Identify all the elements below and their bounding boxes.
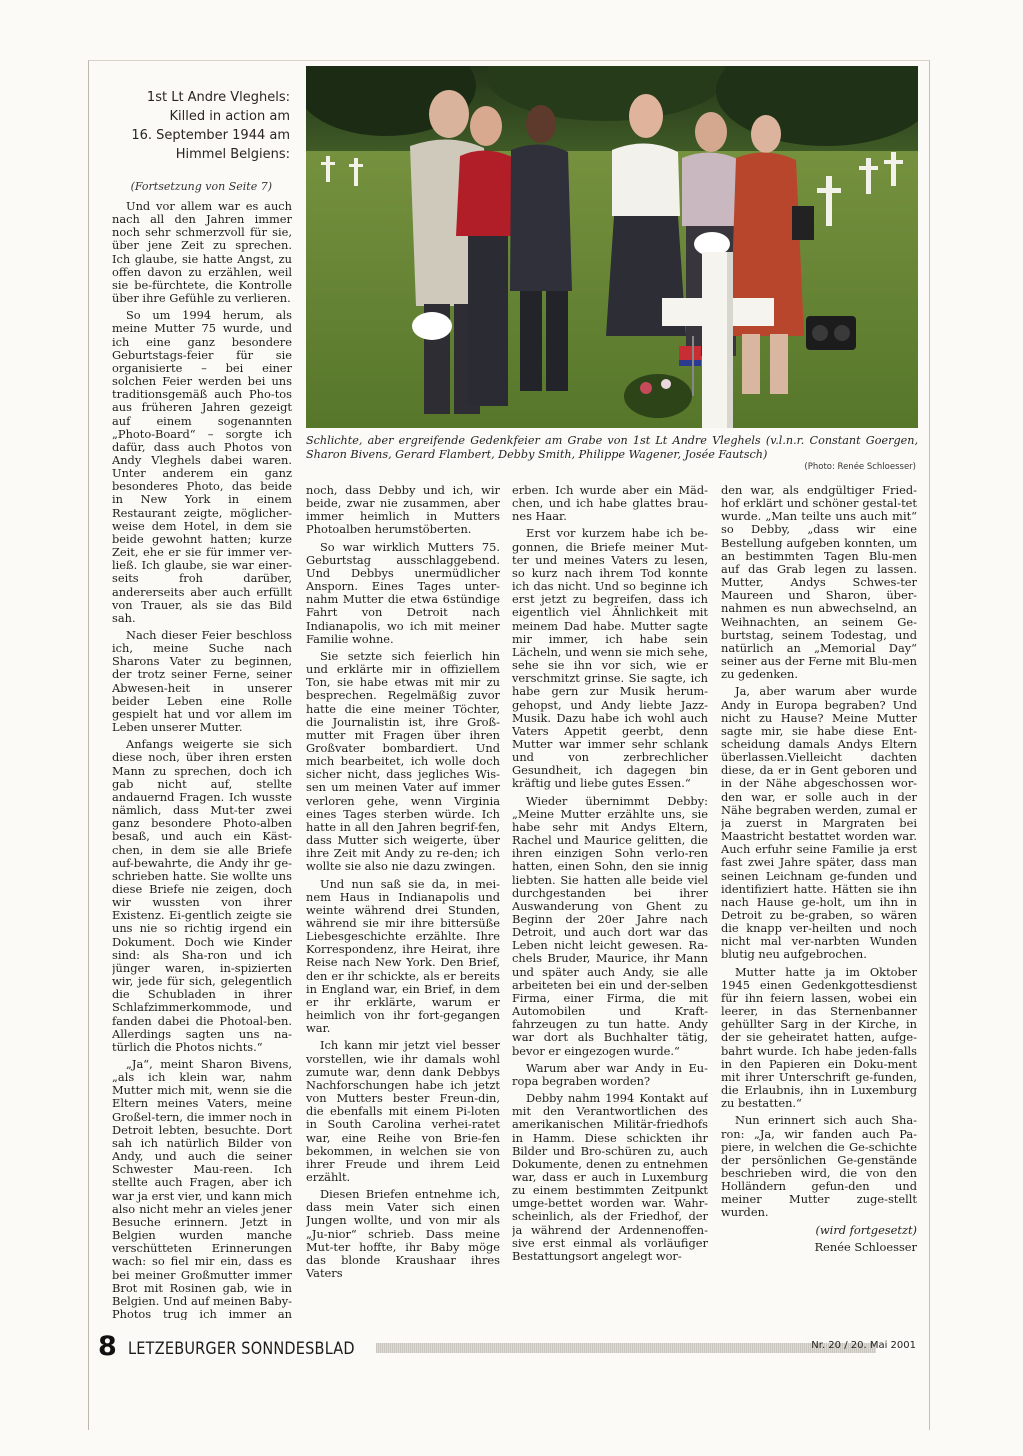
article-column-1 bbox=[112, 200, 292, 1320]
paragraph: Nun erinnert sich auch Sha-ron: „Ja, wir fanden auch Pa-piere, in welchen die Ge-schichte der persönlichen Ge-genstände beschrieben wird, die von den Holländern gefun-den und meiner Mutter zuge-stellt wurden. bbox=[721, 1113, 917, 1220]
headline bbox=[96, 88, 290, 164]
paragraph: Nach dieser Feier beschloss ich, meine Suche nach Sharons Vater zu beginnen, der trotz seiner Ferne, seiner Abwesen-heit in unserer beider Leben eine Rolle gespielt hat und vor allem im Leben unserer Mutter. bbox=[112, 628, 292, 735]
paragraph: Mutter hatte ja im Oktober 1945 einen Gedenkgottesdienst für ihn feiern lassen, wobei ein leerer, in das Sternenbanner gehüllter Sarg in der Kirche, in der sie geheiratet hatten, aufge-bahrt wurde. Ich habe jeden-falls in den Papieren ein Doku-ment mit ihrer Unterschrift ge-funden, die Erlaubnis, ihn in Luxemburg zu bestatten.“ bbox=[721, 964, 917, 1111]
publication-name: LETZEBURGER SONNDESBLAD bbox=[128, 1340, 355, 1359]
paragraph: den war, als endgültiger Fried-hof erklärt und schöner gestal-tet wurde. „Man teilte uns auch mit“ so Debby, „dass wir eine Bestellung aufgeben konnten, um an bestimmten Tagen Blu-men auf das Grab legen zu lassen. Mutter, Andys Schwes-ter Maureen und Sharon, über-nahmen es nun abwechselnd, an Weihnachten, an seinem Ge-burtstag, seinem Todestag, und natürlich an „Memorial Day“ seiner aus der Ferne mit Blu-men zu gedenken. bbox=[721, 484, 917, 682]
page-number: 8 bbox=[98, 1331, 117, 1362]
issue-info: Nr. 20 / 20. Mai 2001 bbox=[811, 1340, 916, 1351]
article-column-2 bbox=[306, 484, 500, 1319]
paragraph: erben. Ich wurde aber ein Mäd-chen, und ich habe glattes brau-nes Haar. bbox=[512, 484, 708, 524]
paragraph: Ich kann mir jetzt viel besser vorstellen, wie ihr damals wohl zumute war, denn dank Debbys Nachforschungen habe ich jetzt von Mutters bester Freun-din, die ebenfalls mit einem Pi-loten in South Carolina verhei-ratet war, eine Reihe von Brie-fen bekommen, in welchen sie von ihrer Freude und ihrem Leid erzählt. bbox=[306, 1038, 500, 1184]
to-be-continued: (wird fortgesetzt) bbox=[815, 1222, 917, 1237]
paragraph: Erst vor kurzem habe ich be-gonnen, die Briefe meiner Mut-ter und meines Vaters zu lesen, so kurz nach ihrem Tod konnte ich das nicht. Und so beginne ich erst jetzt zu begreifen, dass ich eigentlich viel Ähnlichkeit mit meinem Dad habe. Mutter sagte mir immer, ich habe sein Lächeln, und wenn sie mich sehe, sehe sie ihn vor sich, wie er verschmitzt grinse. Sie sagte, ich habe gern zur Musik herum-gehopst, und Andy liebte Jazz-Musik. Dazu habe ich wohl auch Vaters Appetit geerbt, denn Mutter war immer sehr schlank und von zerbrechlicher Gesundheit, ich dagegen bin kräftig und liebe gutes Essen.“ bbox=[512, 526, 708, 791]
headline-line: Himmel Belgiens: bbox=[175, 147, 290, 162]
paragraph: „Ja“, meint Sharon Bivens, „als ich klein war, nahm Mutter mich mit, wenn sie die Eltern meines Vaters, meine Großel-tern, die immer noch in Detroit lebten, besuchte. Dort sah ich natürlich Bilder von Andy, und auch die seiner Schwester Mau-reen. Ich stellte auch Fragen, aber ich war ja erst vier, und kann mich also nicht mehr an vieles jener Besuche erinnern. Jetzt in Belgien wurden manche verschütteten Erinnerungen wach: so fiel mir ein, dass es bei meiner Großmutter immer Brot mit Rosinen gab, wie in Belgien. Und auf meinen Baby-Photos trug ich immer an bbox=[112, 1057, 292, 1320]
paragraph: Anfangs weigerte sie sich diese noch, über ihren ersten Mann zu sprechen, doch ich gab nicht auf, stellte andauernd Fragen. Ich wusste nämlich, dass Mut-ter zwei ganz besondere Photo-alben besaß, und auch ein Käst-chen, in dem sie alle Briefe auf-bewahrte, die Andy ihr ge-schrieben hatte. Sie wollte uns diese Briefe nie zeigen, doch wir wussten von ihrer Existenz. Ei-gentlich zeigte sie uns nie so richtig irgend ein Dokument. Doch wie Kinder sind: als Sha-ron und ich jünger waren, in-spizierten wir, jede für sich, gelegentlich die Schubladen in ihrer Schlafzimmerkommode, und fanden dabei die Photoal-ben. Allerdings sagten uns na-türlich die Photos nichts.“ bbox=[112, 737, 292, 1054]
continued-note: (Fortsetzung von Seite 7) bbox=[130, 180, 272, 193]
page-footer bbox=[98, 1332, 918, 1362]
memorial-photo bbox=[306, 66, 918, 428]
photo-credit: (Photo: Renée Schloesser) bbox=[804, 462, 916, 472]
paragraph: Warum aber war Andy in Eu-ropa begraben worden? bbox=[512, 1060, 708, 1088]
paragraph: Diesen Briefen entnehme ich, dass mein Vater sich einen Jungen wollte, und von mir als „Ju-nior“ schrieb. Dass meine Mut-ter hoffte, ihr Baby möge das blonde Kraushaar ihres Vaters bbox=[306, 1187, 500, 1281]
headline-line: 16. September 1944 am bbox=[131, 128, 290, 143]
headline-line: Killed in action am bbox=[169, 109, 290, 124]
paragraph: Ja, aber warum aber wurde Andy in Europa begraben? Und nicht zu Hause? Meine Mutter sagte mir, sie habe diese Ent-scheidung damals Andys Eltern überlassen.Vielleicht dachten diese, da er in Gent geboren und in der Nähe abgeschossen wor-den war, er solle auch in der Nähe begraben werden, zumal er ja zuerst in Margraten bei Maastricht bestattet worden war. Auch erfuhr seine Familie ja erst fast zwei Jahre später, dass man seinen Leichnam ge-funden und identifiziert hatte. Hätten sie ihn nach Hause ge-holt, um ihn in Detroit zu be-graben, so wären die knapp ver-heilten und noch nicht mal ver-narbten Wunden blutig neu aufgebrochen. bbox=[721, 684, 917, 962]
photo-caption: Schlichte, aber ergreifende Gedenkfeier am Grabe von 1st Lt Andre Vleghels (v.l.n.r. Constant Goergen, Sharon Bivens, Gerard Flambert, Debby Smith, Philippe Wagener, Josée Fautsch) bbox=[306, 434, 918, 461]
paragraph: So war wirklich Mutters 75. Geburtstag ausschlaggebend. Und Debbys unermüdlicher Ansporn. Eines Tages unter-nahm Mutter die etwa 6stündige Fahrt von Detroit nach Indianapolis, wo ich mit meiner Familie wohne. bbox=[306, 539, 500, 646]
paragraph: Und vor allem war es auch nach all den Jahren immer noch sehr schmerzvoll für sie, über jene Zeit zu sprechen. Ich glaube, sie hatte Angst, zu offen davon zu erzählen, weil sie be-fürchtete, die Kontrolle über ihre Gefühle zu verlieren. bbox=[112, 200, 292, 306]
headline-line: 1st Lt Andre Vleghels: bbox=[146, 90, 290, 105]
author-byline: Renée Schloesser bbox=[814, 1239, 917, 1254]
paragraph: noch, dass Debby und ich, wir beide, zwar nie zusammen, aber immer heimlich in Mutters Photoalben herumstöberten. bbox=[306, 484, 500, 537]
paragraph: Wieder übernimmt Debby: „Meine Mutter erzählte uns, sie habe sehr mit Andys Eltern, Rachel und Maurice gelitten, die ihren einzigen Sohn verlo-ren hatten, einen Sohn, den sie innig liebten. Sie hatten alle beide viel durchgestanden bei ihrer Auswanderung von Ghent zu Beginn der 20er Jahre nach Detroit, und auch dort war das Leben nicht leicht gewesen. Ra-chels Bruder, Maurice, ihr Mann und später auch Andy, sie alle arbeiteten bei ein und der-selben Firma, einer Firma, die mit Automobilen und Kraft-fahrzeugen zu tun hatte. Andy war dort als Buchhalter tätig, bevor er eingezogen wurde.“ bbox=[512, 793, 708, 1058]
paragraph: Und nun saß sie da, in mei-nem Haus in Indianapolis und weinte während drei Stunden, während sie mir ihre bittersüße Liebesgeschichte erzählte. Ihre Korrespondenz, ihre Heirat, ihre Reise nach New York. Den Brief, den er ihr schickte, als er bereits in England war, ein Brief, in dem er ihr erklärte, warum er heimlich von ihr fort-gegangen war. bbox=[306, 876, 500, 1036]
paragraph: So um 1994 herum, als meine Mutter 75 wurde, und ich eine ganz besondere Geburtstags-feier für sie organisierte – bei einer solchen Feier werden bei uns traditionsgemäß auch Pho-tos aus früheren Jahren gezeigt auf einem sogenannten „Photo-Board“ – sorgte ich dafür, dass auch Photos von Andy Vleghels dabei waren. Unter anderem ein ganz besonderes Photo, das beide in New York in einem Restaurant zeigte, möglicher-weise dem Hotel, in dem sie beide gewohnt hatten; kurze Zeit, ehe er sie für immer ver-ließ. Ich glaube, sie war einer-seits froh darüber, andererseits aber auch erfüllt von Trauer, als sie das Bild sah. bbox=[112, 308, 292, 625]
paragraph: Debby nahm 1994 Kontakt auf mit den Verantwortlichen des amerikanischen Militär-friedhofs in Hamm. Diese schickten ihr Bilder und Bro-schüren zu, auch Dokumente, denen zu entnehmen war, dass er auch in Luxemburg zu einem bestimmten Zeitpunkt umge-bettet worden war. Wahr-scheinlich, als der Friedhof, der ja während der Ardennenoffen-sive erst einmal als vorläufiger Bestattungsort angelegt wor- bbox=[512, 1091, 708, 1263]
paragraph: Sie setzte sich feierlich hin und erklärte mir in offiziellem Ton, sie habe etwas mit mir zu besprechen. Regelmäßig zuvor hatte die eine meiner Töchter, die Journalistin ist, ihre Groß-mutter mit Fragen über ihren Großvater bombardiert. Und mich bearbeitet, ich wolle doch sicher nicht, dass jegliches Wis-sen um meinen Vater auf immer verloren gehe, wenn Virginia eines Tages sterben würde. Ich hatte in all den Jahren begrif-fen, dass Mutter sich weigerte, über ihre Zeit mit Andy zu re-den; ich wollte sie also nie dazu zwingen. bbox=[306, 648, 500, 874]
article-column-4 bbox=[721, 484, 917, 1319]
article-column-3 bbox=[512, 484, 708, 1319]
